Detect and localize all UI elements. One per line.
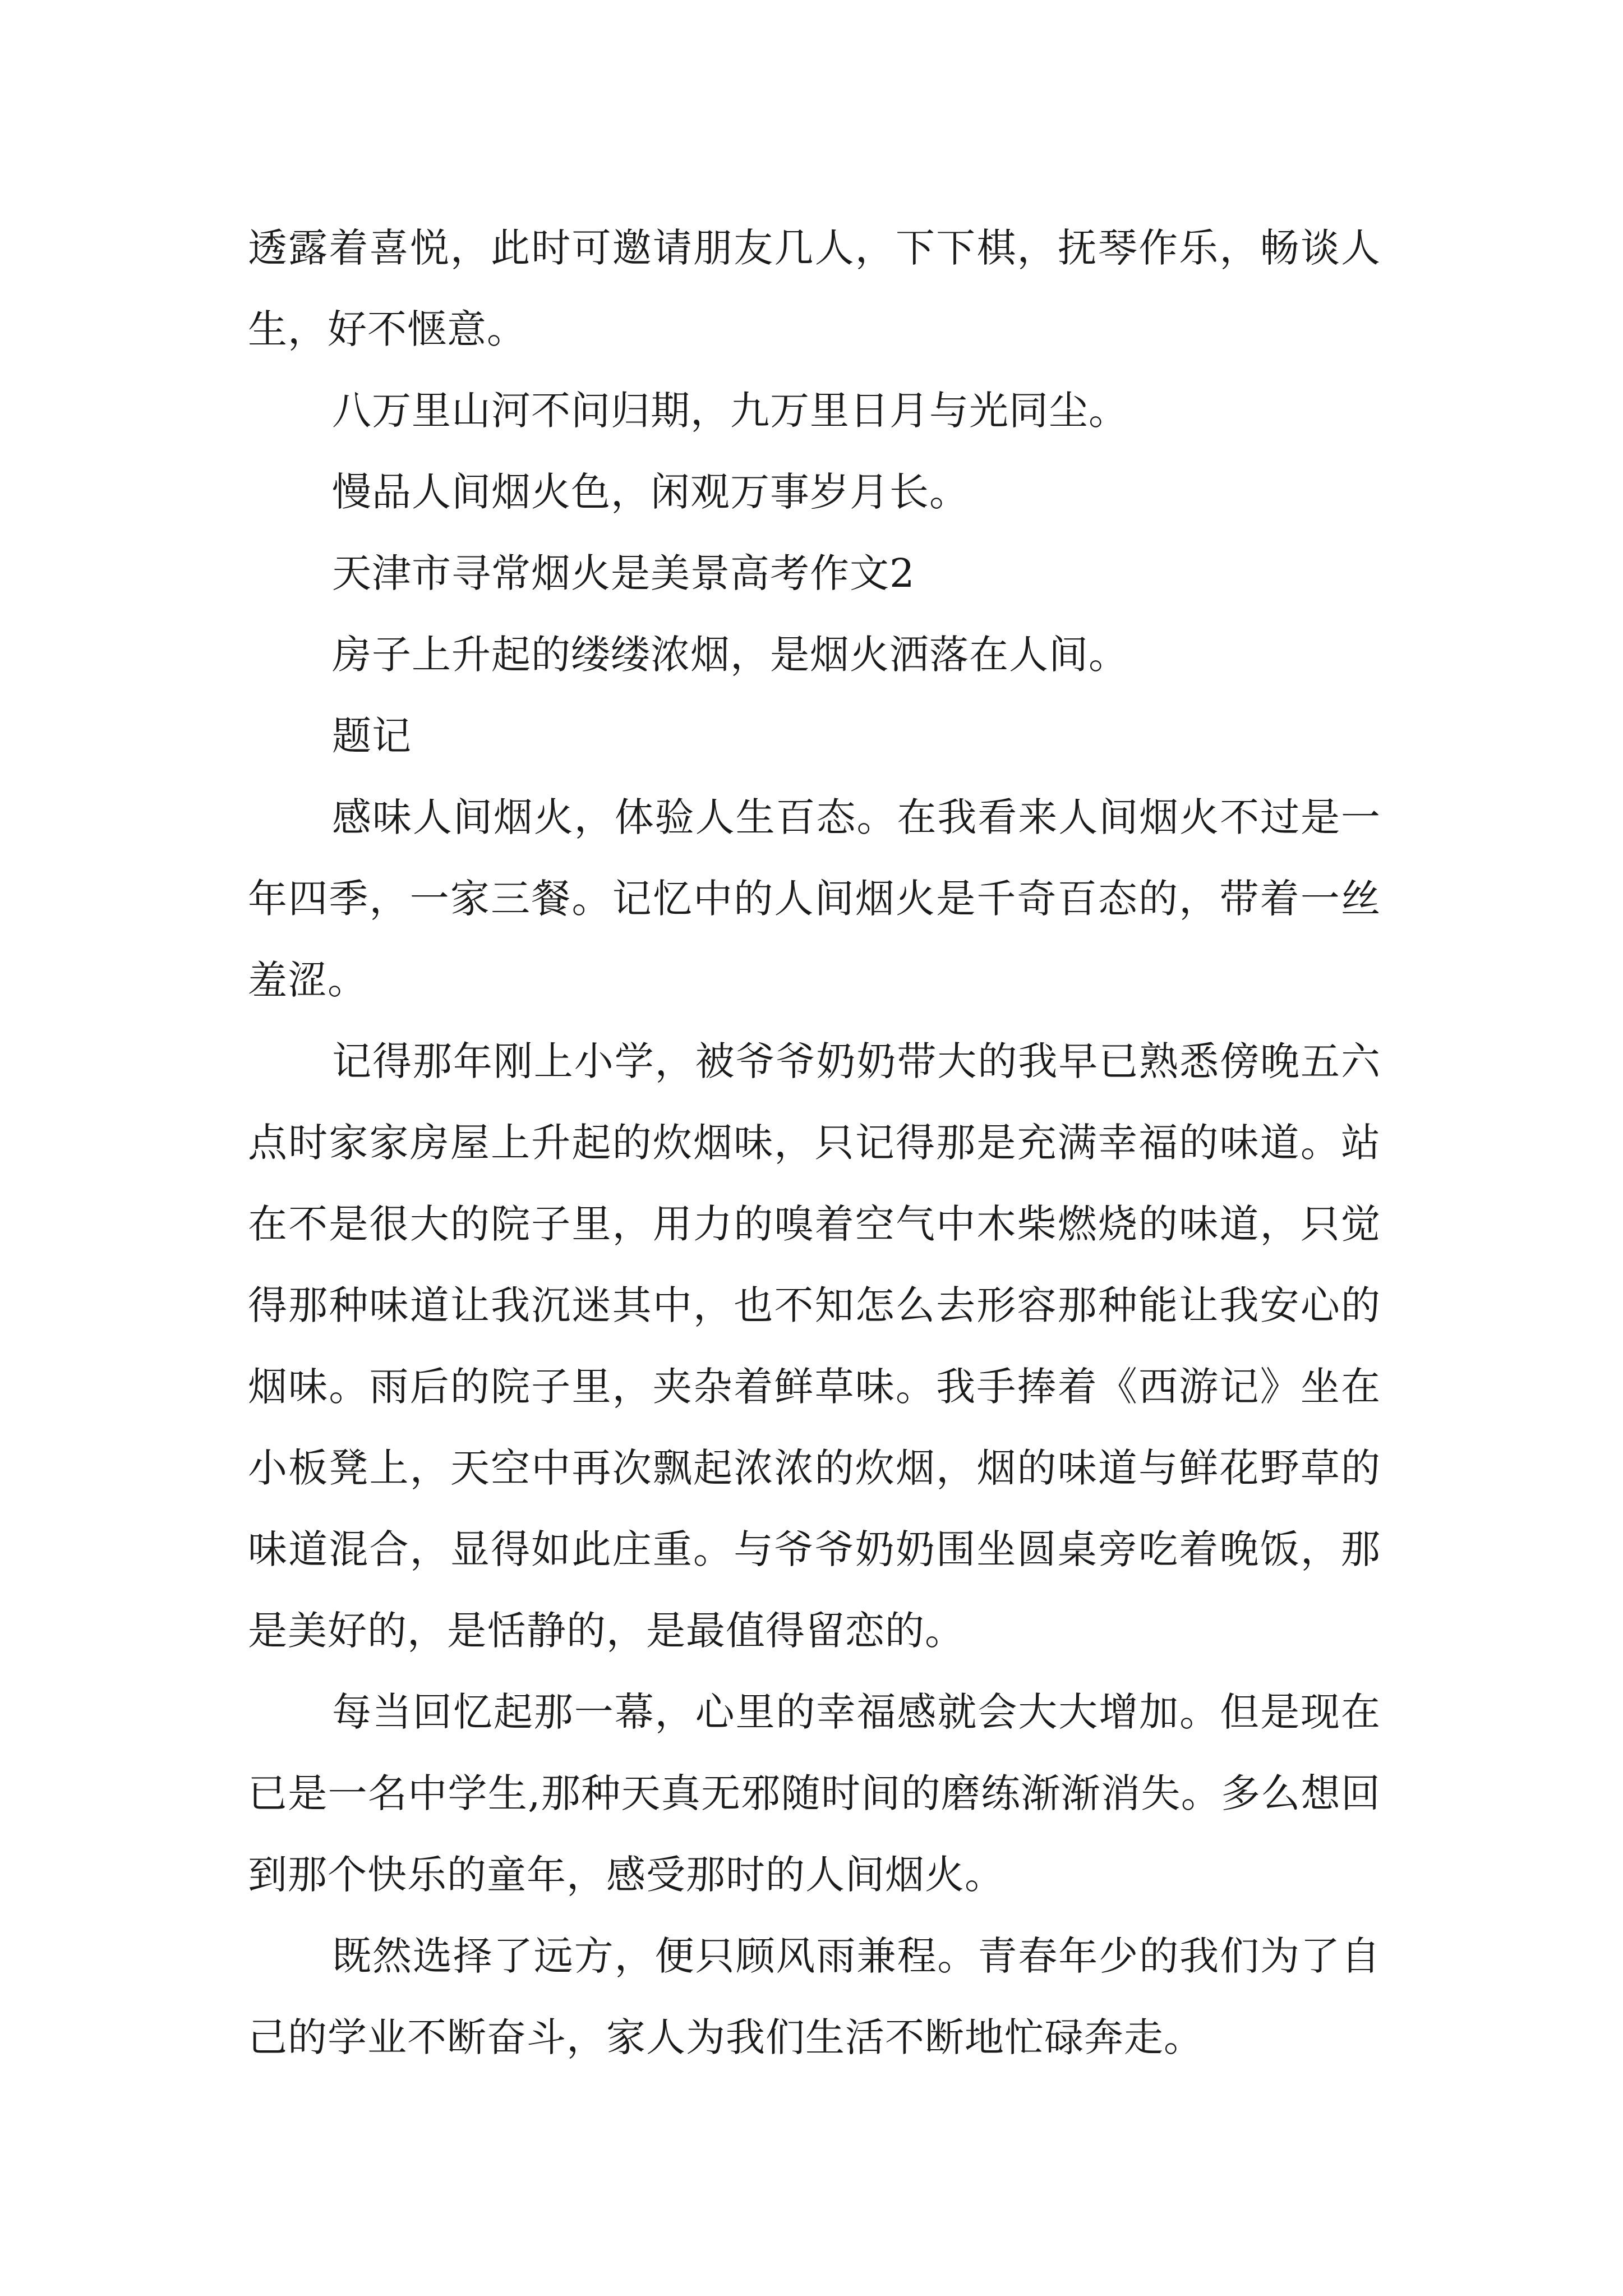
epigraph-label: 题记 <box>332 713 412 759</box>
section-heading: 天津市寻常烟火是美景高考作文2 <box>332 550 915 596</box>
paragraph: 八万里山河不问归期，九万里日月与光同尘。 <box>332 388 1128 434</box>
epigraph: 房子上升起的缕缕浓烟，是烟火洒落在人间。 <box>332 632 1128 678</box>
paragraph: 既然选择了远方，便只顾风雨兼程。青春年少的我们为了自己的学业不断奋斗，家人为我们生活不断地忙碌奔走。 <box>248 1933 1381 2060</box>
paragraph: 透露着喜悦，此时可邀请朋友几人，下下棋，抚琴作乐，畅谈人生，好不惬意。 <box>248 225 1381 352</box>
paragraph: 慢品人间烟火色，闲观万事岁月长。 <box>332 469 969 515</box>
paragraph: 感味人间烟火，体验人生百态。在我看来人间烟火不过是一年四季，一家三餐。记忆中的人间烟火是千奇百态的，带着一丝羞涩。 <box>248 794 1381 1003</box>
paragraph: 每当回忆起那一幕，心里的幸福感就会大大增加。但是现在已是一名中学生,那种天真无邪随时间的磨练渐渐消失。多么想回到那个快乐的童年，感受那时的人间烟火。 <box>248 1689 1381 1898</box>
paragraph: 记得那年刚上小学，被爷爷奶奶带大的我早已熟悉傍晚五六点时家家房屋上升起的炊烟味，只记得那是充满幸福的味道。站在不是很大的院子里，用力的嗅着空气中木柴燃烧的味道，只觉得那种味道让我沉迷其中，也不知怎么去形容那种能让我安心的烟味。雨后的院子里，夹杂着鲜草味。我手捧着《西游记》坐在小板凳上，天空中再次飘起浓浓的炊烟，烟的味道与鲜花野草的味道混合，显得如此庄重。与爷爷奶奶围坐圆桌旁吃着晚饭，那是美好的，是恬静的，是最值得留恋的。 <box>248 1038 1381 1654</box>
document-body <box>248 208 1381 2078</box>
